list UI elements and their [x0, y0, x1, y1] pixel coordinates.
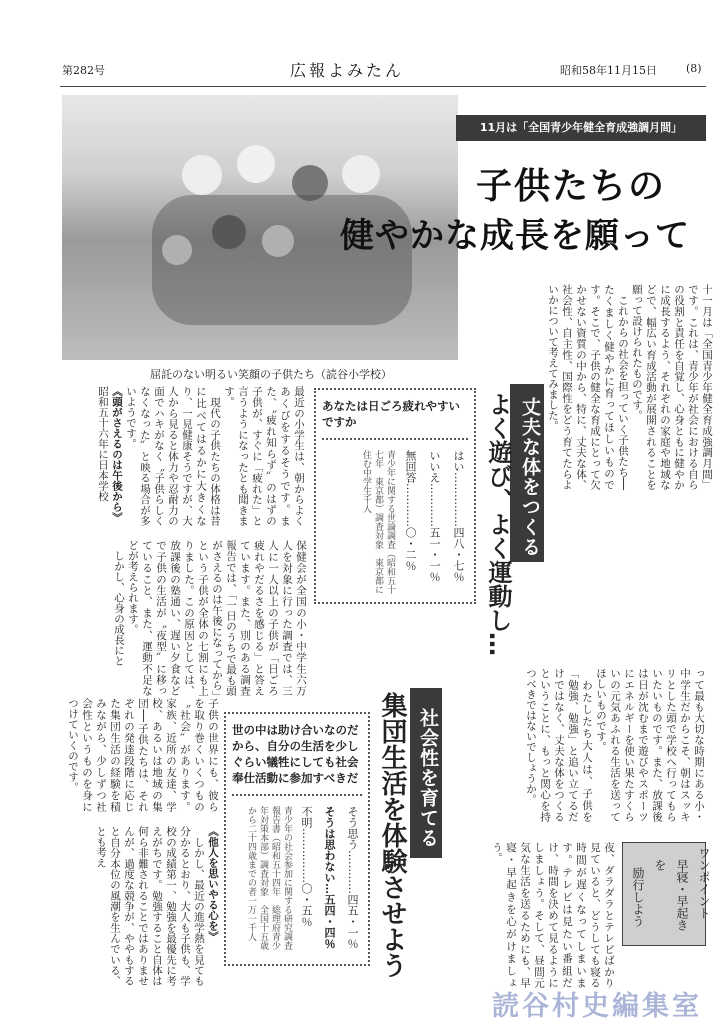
body-text: しかし、最近の進学熱を見ても分かるとおり、大人も子供も、学校の成績第一、勉強を最優先に考えがちです。勉強すること自体は何ら非難されることではありませんが、過度な競争が、ややもすると自分本位の風潮を生んでいる、とも考え — [95, 826, 205, 986]
survey-source: 青少年の社会参加に関する研究調査報告書（昭和五十四年 総理府青少年対策本部）調査対象 全国十五歳から二十四歳までの者一万一千人 — [246, 806, 292, 950]
survey-row: そうは思わない…五四・四％ — [323, 806, 336, 949]
section2-body-b — [52, 826, 220, 986]
intro-text: 十一月は「全国青少年健全育成強調月間」です。これは、青少年が社会における自らの役割と責任を自覚し、心身ともに健やかに成長するよう、それぞれの家庭や地域などで、幅広い育成活動が展開されることを願って設けられたものです。 これからの社会を担っていく子供たち──たくましく健やかに育ってほしいものです。そこで、子供の健全な育成にとって欠かせない資質の中から、特に、丈夫な体、社会性、自主性、国際性をどう育てたらよいかについて考えてみました。 — [547, 284, 713, 490]
section1-label: 丈夫な体をつくる — [510, 384, 544, 562]
onepoint-box — [622, 842, 711, 946]
survey-box-volunteer — [224, 712, 370, 966]
archive-watermark: 読谷村史編集室 — [492, 991, 702, 1022]
survey-row: 無回答…………〇・二％ — [404, 450, 417, 571]
section1-body-a — [58, 386, 306, 526]
section1-body-c: って最も大切な時期にある小・中学生だからこそ、朝はスッキリとした頭で学校へ行ってもらいたいものです。また、放課後は日が沈むまで遊びやスポーツにエネルギーを使い果たすくらいの元気あふれる生活を送ってほしいものです。 わたしたち大人は、子供を「勉強、勉強」と追い立てるだけではなく、丈夫な体をつくるということに、もっと関心を持つべきではないでしょうか。 — [525, 668, 705, 822]
campaign-banner: 11月は「全国青少年健全育成強調月間」 — [456, 115, 706, 141]
survey-row: いいえ…………五一・一％ — [428, 450, 441, 582]
section2-title: 集団生活を体験させよう — [377, 692, 407, 978]
survey-row: はい……………四八・七％ — [452, 450, 465, 582]
body-text: 最近の小学生は、朝からよくあくびをするそうです。また、〝疲れ知らず〟のはずの子供が、すぐに「疲れた」と言うようになったとも聞きます。 現代の子供たちの体格は昔に比べてはるかに大きくなり、一見健康そうですが、大人から見ると体力や忍耐力の面でハキがなく〝子供らしくなくなった〟と映る場合が多いようです。 — [125, 386, 305, 526]
page-number: (8) — [686, 62, 702, 75]
issue-number: 第282号 — [62, 64, 105, 77]
onepoint-body: 夜、ダラダラとテレビばかり見ていると、どうしても寝る時間が遅くなってしまいます。テレビは見たい番組だけ、時間を決めて見るようにしましょう。そして、昼間元気な生活を送るためにも、早寝・早起きを心がけましょう。 — [491, 842, 615, 988]
survey-row: 不明……………〇・五％ — [300, 806, 313, 927]
headline-line2: 健やかな成長を願って — [340, 216, 690, 256]
survey-source: 青少年に関する世論調査（昭和五十七年 東京都）調査対象 東京都に住む中学生千人 — [361, 450, 395, 594]
headline-line1: 子供たちの — [476, 166, 667, 207]
newsletter-title: 広報よみたん — [290, 61, 405, 80]
issue-date: 昭和58年11月15日 — [560, 64, 657, 77]
onepoint-text: 励行しよう — [631, 867, 645, 927]
survey-question: 世の中は助け合いなのだから、自分の生活を少しぐらい犠牲にしても社会奉仕活動に参加すべきだ — [232, 722, 362, 796]
survey-box-fatigue — [314, 388, 476, 604]
header-rule — [60, 86, 706, 87]
subheading: 《頭がさえるのは午後から》 — [111, 386, 123, 523]
section1-title: よく遊び、よく運動し… — [484, 392, 512, 656]
onepoint-label: ワンポイント — [697, 847, 711, 919]
survey-question: あなたは日ごろ疲れやすいですか — [322, 398, 468, 440]
onepoint-text: 早寝・早起きを — [653, 859, 689, 931]
section2-body-a: 子供の世界にも、彼らを取り巻くいくつもの〝社会〟があります。家族、近所の友達、学校、あるいは地域の集団──子供たちは、それぞれの発達段階に応じた集団生活の経験を積みながら、少しずつ社会性というものを身につけていくのです。 — [67, 698, 219, 812]
body-text: 昭和五十六年に日本学校 — [97, 386, 109, 502]
section1-body-b: 保健会が全国の小・中学生六万人を対象に行った調査では、三人に一人以上の子供が「日ごろ疲れやだるさを感じる」と答えています。また、別のある調査報告では、「一日のうちで最も頭がさえるのは午後になってから」という子供が全体の七割にも上りました。この原因としては、放課後の塾通い、遅い夕食などで子供の生活が〝夜型〟に移っていること、また、運動不足などが考えられます。 しかし、心身の成長にと — [113, 540, 307, 696]
section2-label: 社会性を育てる — [410, 688, 442, 858]
survey-row: そう思う…………四五・一％ — [346, 806, 359, 949]
subheading: 《他人を思いやる心を》 — [207, 826, 219, 942]
photo-caption: 屈託のない明るい笑顔の子供たち（読谷小学校） — [150, 368, 392, 381]
